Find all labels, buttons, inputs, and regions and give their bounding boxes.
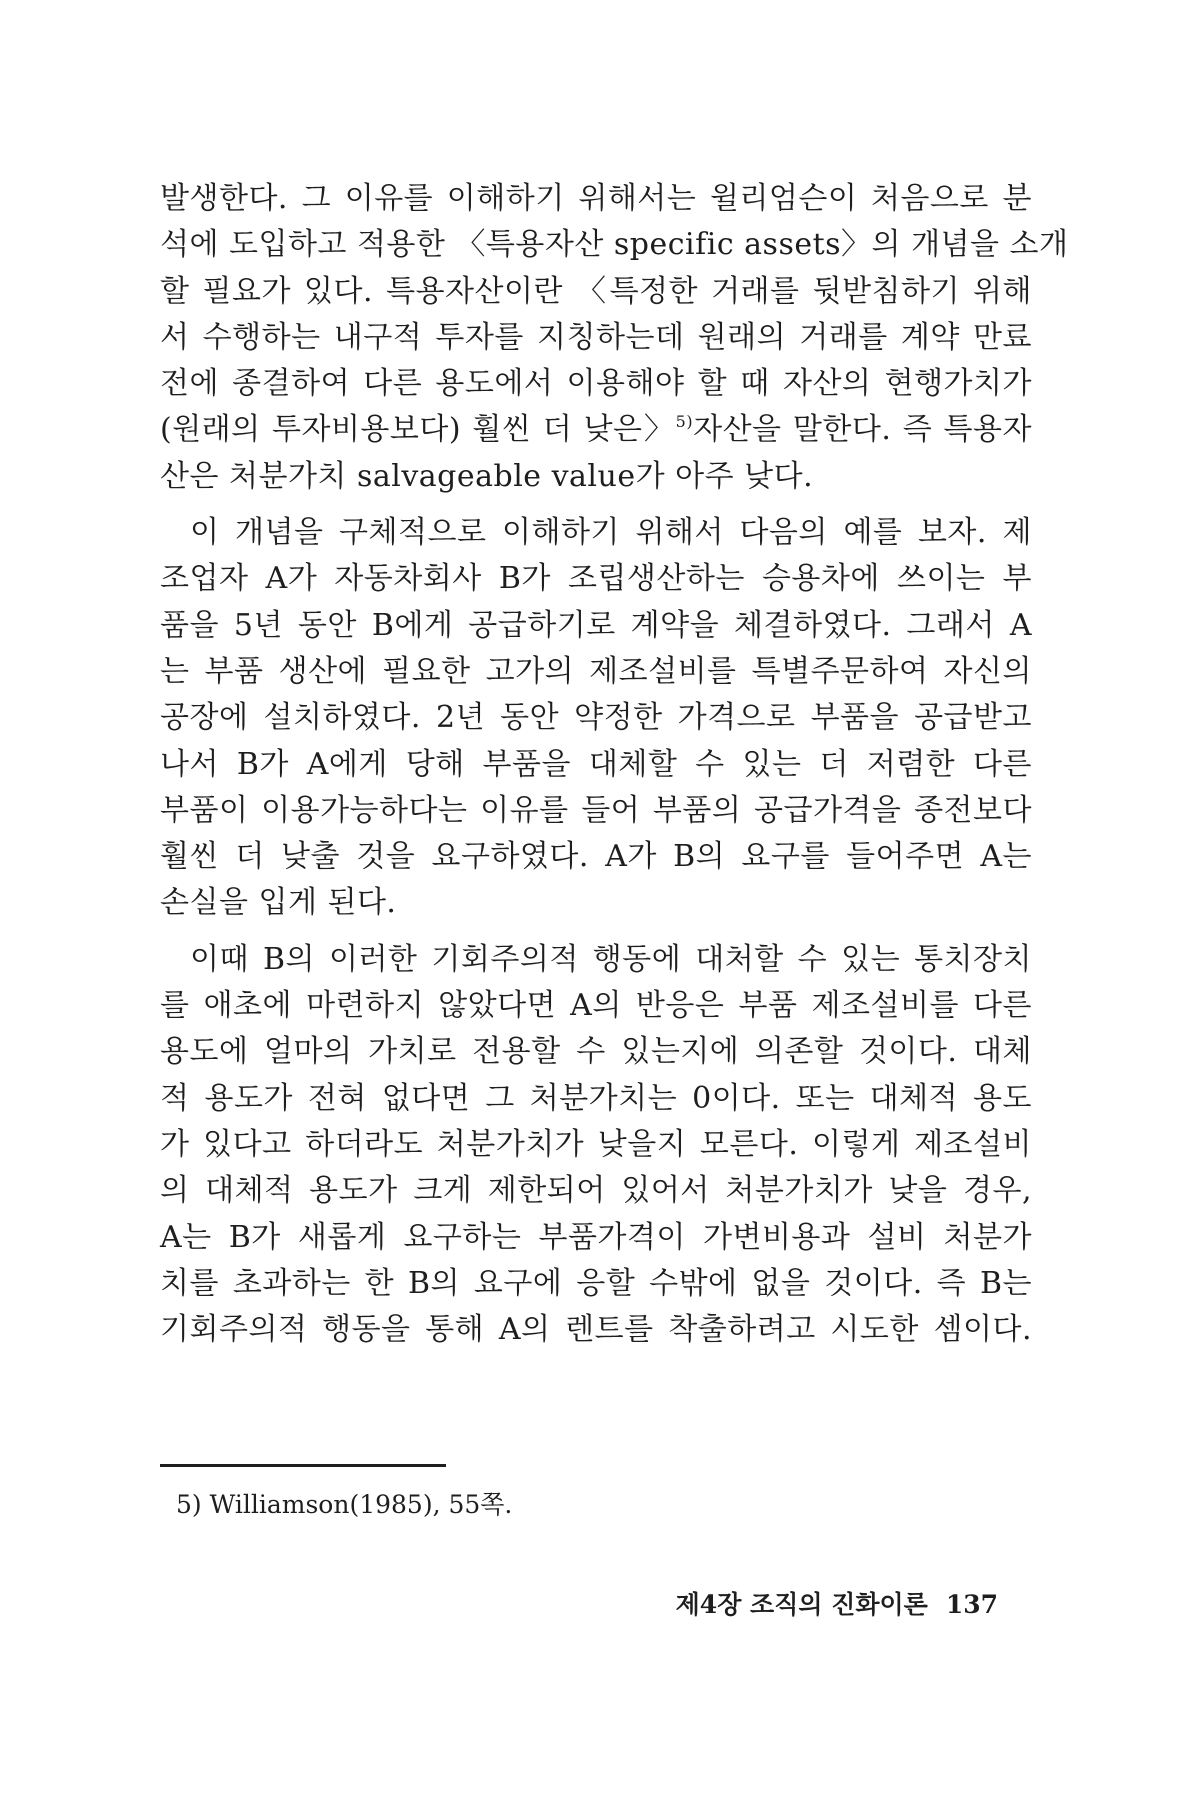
text-line: 치를 초과하는 한 B의 요구에 응할 수밖에 없을 것이다. 즉 B는 <box>160 1265 1032 1301</box>
text-line: A는 B가 새롭게 요구하는 부품가격이 가변비용과 설비 처분가 <box>160 1219 1032 1255</box>
footnote-divider <box>160 1464 446 1467</box>
text-line: 기회주의적 행동을 통해 A의 렌트를 착출하려고 시도한 셈이다. <box>160 1312 1032 1348</box>
text-line: 훨씬 더 낮출 것을 요구하였다. A가 B의 요구를 들어주면 A는 <box>160 839 1032 875</box>
body-text <box>160 176 1069 1353</box>
text-line: 조업자 A가 자동차회사 B가 조립생산하는 승용차에 쓰이는 부 <box>160 561 1032 597</box>
text-line: 적 용도가 전혀 없다면 그 처분가치는 0이다. 또는 대체적 용도 <box>160 1080 1032 1116</box>
text-line: 석에 도입하고 적용한 〈특용자산 specific assets〉의 개념을 소개 <box>160 227 1069 263</box>
text-line: 용도에 얼마의 가치로 전용할 수 있는지에 의존할 것이다. 대체 <box>160 1034 1032 1070</box>
paragraph-gap <box>160 500 1032 510</box>
text-fragment: (원래의 투자비용보다) 훨씬 더 낮은〉 <box>160 412 676 448</box>
text-line: 나서 B가 A에게 당해 부품을 대체할 수 있는 더 저렴한 다른 <box>160 746 1032 782</box>
chapter-title: 제4장 조직의 진화이론 <box>675 1590 928 1619</box>
text-line: 는 부품 생산에 필요한 고가의 제조설비를 특별주문하여 자신의 <box>160 653 1032 689</box>
text-line: 의 대체적 용도가 크게 제한되어 있어서 처분가치가 낮을 경우, <box>160 1173 1032 1209</box>
text-line: 이때 B의 이러한 기회주의적 행동에 대처할 수 있는 통치장치 <box>190 941 1032 977</box>
text-line: 이 개념을 구체적으로 이해하기 위해서 다음의 예를 보자. 제 <box>190 515 1032 551</box>
text-line: 를 애초에 마련하지 않았다면 A의 반응은 부품 제조설비를 다른 <box>160 988 1032 1024</box>
page-number: 137 <box>945 1590 998 1619</box>
text-line: 가 있다고 하더라도 처분가치가 낮을지 모른다. 이렇게 제조설비 <box>160 1126 1032 1162</box>
text-line: 전에 종결하여 다른 용도에서 이용해야 할 때 자산의 현행가치가 <box>160 366 1032 402</box>
text-line: 공장에 설치하였다. 2년 동안 약정한 가격으로 부품을 공급받고 <box>160 700 1032 736</box>
text-fragment: 자산을 말한다. 즉 특용자 <box>693 412 1032 448</box>
running-footer <box>676 1588 998 1622</box>
paragraph-gap <box>160 927 1032 937</box>
text-line: 할 필요가 있다. 특용자산이란 〈특정한 거래를 뒷받침하기 위해 <box>160 273 1032 309</box>
footnote: 5) Williamson(1985), 55쪽. <box>176 1490 513 1519</box>
text-line: 산은 처분가치 salvageable value가 아주 낮다. <box>160 458 814 494</box>
text-line <box>160 407 1032 453</box>
text-line: 손실을 입게 된다. <box>160 885 397 921</box>
text-line: 품을 5년 동안 B에게 공급하기로 계약을 체결하였다. 그래서 A <box>160 607 1032 643</box>
text-line: 발생한다. 그 이유를 이해하기 위해서는 윌리엄슨이 처음으로 분 <box>160 181 1032 216</box>
footnote-reference: 5) <box>675 412 694 432</box>
text-line: 부품이 이용가능하다는 이유를 들어 부품의 공급가격을 종전보다 <box>160 792 1032 828</box>
text-line: 서 수행하는 내구적 투자를 지칭하는데 원래의 거래를 계약 만료 <box>160 319 1032 355</box>
